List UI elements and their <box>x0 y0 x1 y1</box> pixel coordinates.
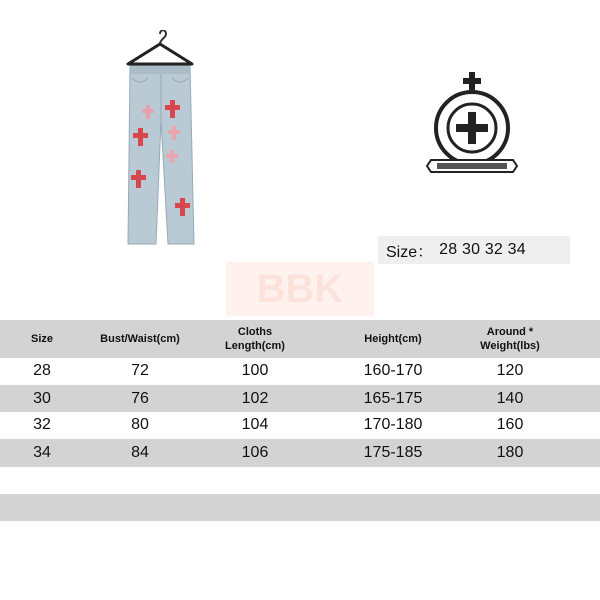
cell-length: 102 <box>241 389 269 407</box>
watermark <box>226 262 374 316</box>
cell-height: 175-185 <box>363 444 423 461</box>
header-height: Height(cm) <box>364 333 422 345</box>
product-image <box>110 30 210 250</box>
cross-icon <box>456 112 488 144</box>
header-weight-line2: Weight(lbs) <box>480 340 540 352</box>
table-row <box>0 358 600 384</box>
watermark-text: BBK <box>256 266 344 311</box>
cell-weight: 140 <box>496 389 524 407</box>
cell-bust-waist: 80 <box>131 416 149 433</box>
cell-weight: 120 <box>496 362 524 379</box>
cell-height: 165-175 <box>363 389 423 407</box>
table-row <box>0 439 600 467</box>
cell-bust-waist: 84 <box>131 444 149 461</box>
table-header-row <box>0 320 600 358</box>
header-size: Size <box>30 333 53 345</box>
table-row <box>0 412 600 438</box>
size-values: 28 30 32 34 <box>439 241 526 258</box>
banner-ribbon <box>427 160 517 172</box>
cell-bust-waist: 72 <box>131 362 149 379</box>
header-bust-waist: Bust/Waist(cm) <box>100 333 180 345</box>
cell-length: 100 <box>241 362 269 379</box>
header-cloths-length <box>205 325 305 353</box>
cell-height: 160-170 <box>363 362 423 379</box>
cell-length: 104 <box>241 416 269 433</box>
header-weight <box>455 325 565 353</box>
header-weight-line1: Around * <box>486 326 534 338</box>
cell-height: 170-180 <box>363 416 423 433</box>
cell-bust-waist: 76 <box>131 389 149 407</box>
cell-length: 106 <box>241 444 269 461</box>
size-banner <box>378 236 570 264</box>
cell-size: 30 <box>33 389 51 407</box>
hanger-icon <box>128 30 192 64</box>
header-cloths-length-line2: Length(cm) <box>225 340 285 352</box>
bottom-bar <box>0 494 600 521</box>
cell-size: 28 <box>33 362 51 379</box>
cell-weight: 160 <box>496 416 524 433</box>
cell-size: 34 <box>33 444 51 461</box>
brand-logo <box>425 70 520 190</box>
cross-icon <box>463 72 481 90</box>
size-label: Size： <box>386 243 434 261</box>
header-cloths-length-line1: Cloths <box>237 326 273 338</box>
cell-weight: 180 <box>496 444 524 461</box>
cell-size: 32 <box>33 416 51 433</box>
table-row <box>0 385 600 412</box>
jeans-shape <box>128 66 194 244</box>
